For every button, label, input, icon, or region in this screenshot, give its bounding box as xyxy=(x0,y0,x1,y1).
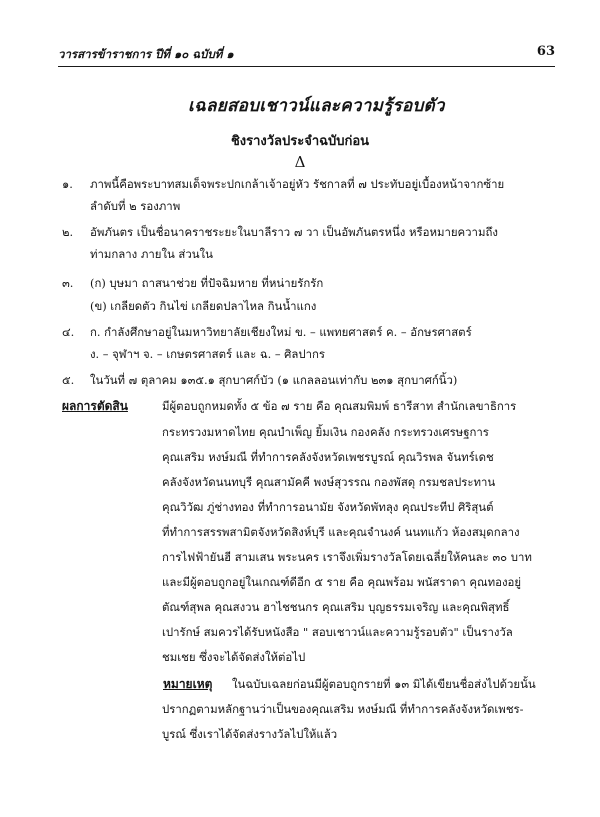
note-line: ในฉบับเฉลยก่อนมีผู้ตอบถูกรายที่ ๑๓ มิได้เขียนชื่อส่งไปด้วยนั้น xyxy=(232,677,536,691)
answer-line: ในวันที่ ๗ ตุลาคม ๑๓๕.๑ สุกบาศก์บัว (๑ แกลลอนเท่ากับ ๒๓๑ สุกบาศก์นิ้ว) xyxy=(90,373,458,387)
answer-number: ๔. xyxy=(62,325,75,339)
page-number: 63 xyxy=(536,44,555,59)
result-label: ผลการตัดสิน xyxy=(62,399,128,413)
answer-line: ง. – จุฬาฯ จ. – เกษตรศาสตร์ และ ฉ. – ศิลปากร xyxy=(90,347,325,361)
answer-line: ท่ามกลาง ภายใน ส่วนใน xyxy=(90,247,213,261)
result-line: ที่ทำการสรรพสามิตจังหวัดสิงห์บุรี และคุณจำนงค์ นนทแก้ว ห้องสมุดกลาง xyxy=(162,525,520,539)
result-line: มีผู้ตอบถูกหมดทั้ง ๕ ข้อ ๗ ราย คือ คุณสมพิมพ์ ธารีสาท สำนักเลขาธิการ xyxy=(162,399,517,413)
journal-title: วารสารข้าราชการ ปีที่ ๑๐ ฉบับที่ ๑ xyxy=(58,47,234,61)
running-header xyxy=(58,44,555,64)
answer-line: ภาพนี้คือพระบาทสมเด็จพระปกเกล้าเจ้าอยู่หัว รัชกาลที่ ๗ ประทับอยู่เบื้องหน้าจากซ้าย xyxy=(90,177,505,191)
result-line: คุณวิวัฒ ภู่ช่างทอง ที่ทำการอนามัย จังหวัดพัทลุง คุณประทีป ศิริสุนต์ xyxy=(162,500,494,514)
answer-number: ๒. xyxy=(62,225,74,239)
result-line: เปารักษ์ สมควรได้รับหนังสือ " สอบเชาวน์และความรู้รอบตัว" เป็นรางวัล xyxy=(162,625,513,639)
header-rule xyxy=(58,66,555,67)
answer-line: (ข) เกลียดตัว กินไข่ เกลียดปลาไหล กินน้ำแกง xyxy=(90,299,317,313)
section-subtitle: ชิงรางวัลประจำฉบับก่อน xyxy=(230,134,370,149)
note-line: ปรากฏตามหลักฐานว่าเป็นของคุณเสริม หงษ์มณี ที่ทำการคลังจังหวัดเพชร- xyxy=(162,702,524,716)
triangle-ornament-icon: Δ xyxy=(294,153,306,171)
note-label: หมายเหตุ xyxy=(163,677,213,691)
result-line: กระทรวงมหาดไทย คุณบำเพ็ญ ยิ้มเงิน กองคลัง กระทรวงเศรษฐการ xyxy=(162,425,489,439)
answer-line: (ก) บุษมา ถาสนาช่วย ที่ปัจฉิมหาย ที่หน่ายรักรัก xyxy=(90,276,324,290)
result-line: ตัณฑ์สุพล คุณสงวน ฮาไชชนกร คุณเสริม บุญธรรมเจริญ และคุณพิสุทธิ์ xyxy=(162,600,510,614)
answer-number: ๓. xyxy=(62,276,74,290)
result-line: การไฟฟ้ายันฮี สามเสน พระนคร เราจึงเพิ่มรางวัลโดยเฉลี่ยให้คนละ ๓๐ บาท xyxy=(162,550,532,564)
answer-number: ๑. xyxy=(62,177,73,191)
answer-line: ก. กำลังศึกษาอยู่ในมหาวิทยาลัยเชียงใหม่ ข. – แพทยศาสตร์ ค. – อักษรศาสตร์ xyxy=(90,325,472,339)
note-line: บูรณ์ ซึ่งเราได้จัดส่งรางวัลไปให้แล้ว xyxy=(162,727,338,741)
result-line: และมีผู้ตอบถูกอยู่ในเกณฑ์ดีอีก ๕ ราย คือ คุณพร้อม พนัสราดา คุณทองอยู่ xyxy=(162,575,522,589)
result-line: ชมเชย ซึ่งจะได้จัดส่งให้ต่อไป xyxy=(162,650,306,664)
section-banner-title: เฉลยสอบเชาวน์และความรู้รอบตัว xyxy=(188,96,445,116)
answer-number: ๕. xyxy=(62,373,75,387)
answer-line: ลำดับที่ ๒ รองภาพ xyxy=(90,199,181,213)
result-line: คุณเสริม หงษ์มณี ที่ทำการคลังจังหวัดเพชรบูรณ์ คุณวิรพล จันทร์เดช xyxy=(162,450,494,464)
result-line: คลังจังหวัดนนทบุรี คุณสามัคคี พงษ์สุวรรณ กองพัสดุ กรมชลประทาน xyxy=(162,475,496,489)
answer-line: อัพภันตร เป็นชื่อนาคราชระยะในบาลีราว ๗ วา เป็นอัพภันตรหนึ่ง หรือหมายความถึง xyxy=(90,225,498,239)
